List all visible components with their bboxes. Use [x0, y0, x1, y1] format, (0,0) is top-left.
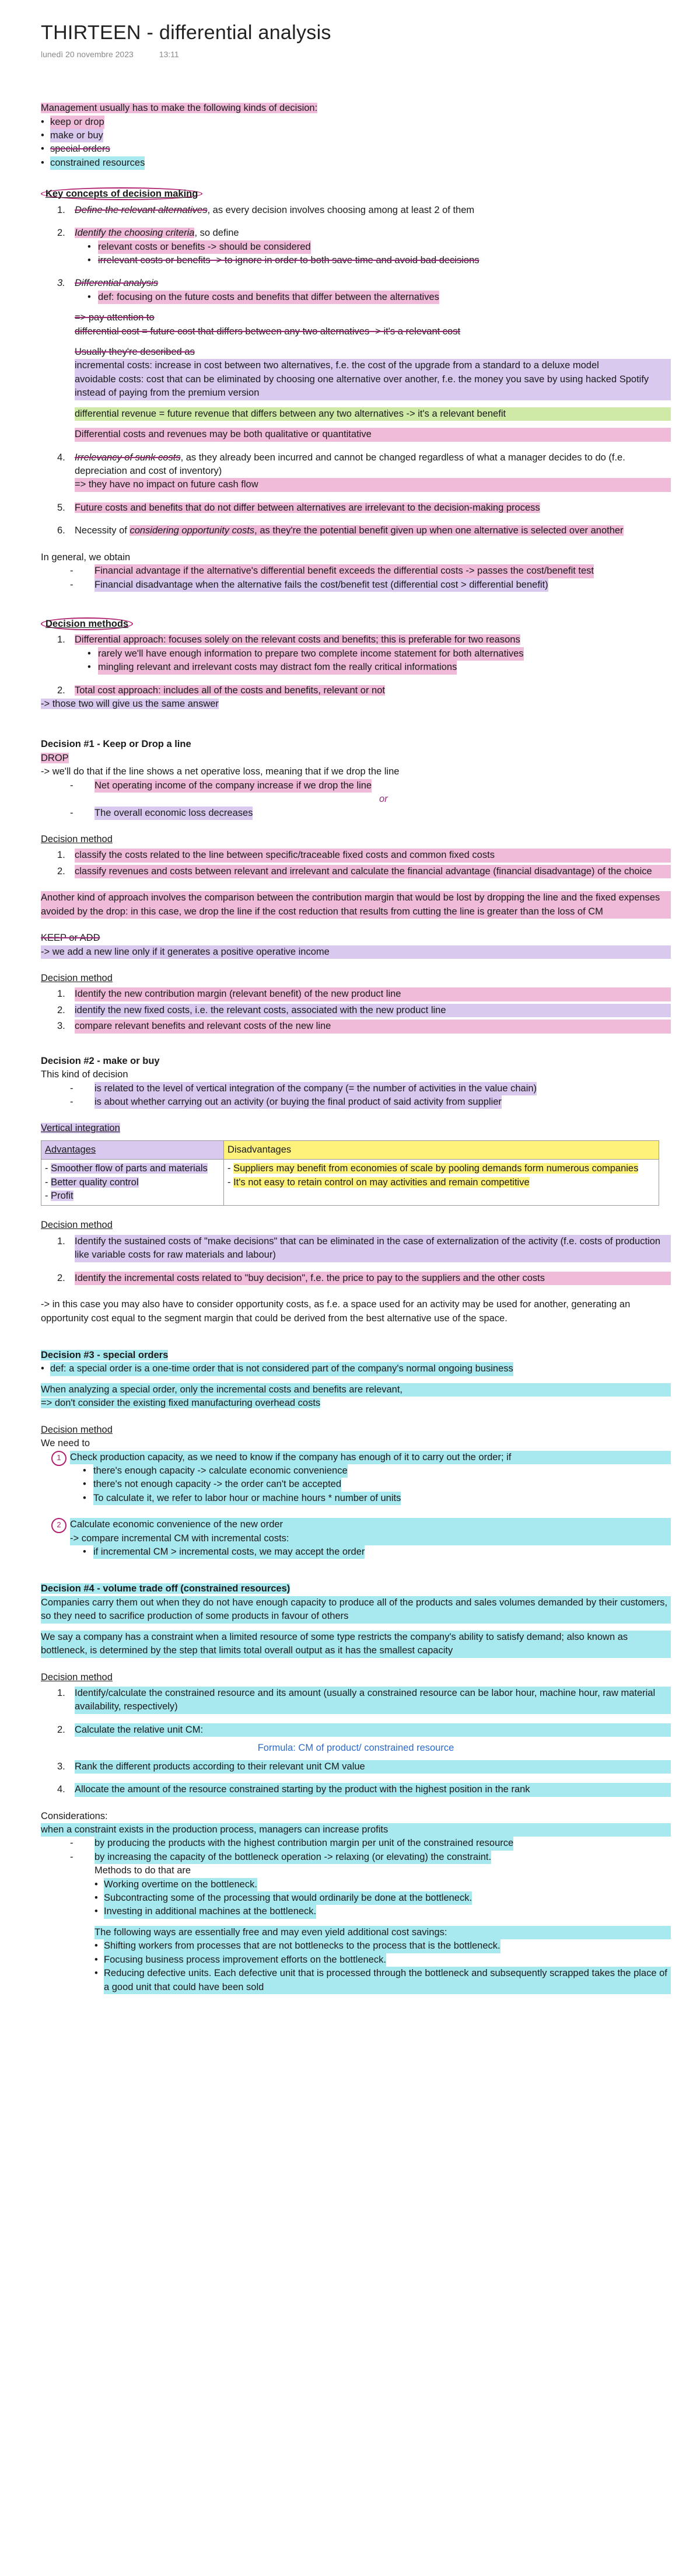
method-label: Decision method: [41, 972, 113, 983]
decision-methods-section: Decision methods 1. Differential approach: focuses solely on the relevant costs and benefits; this is preferable for two reasons • rarely we'll have enough information to prepare two complete income statement for both alternatives • mingling relevant and irrelevant costs may distract fom the really critical informations 2. Total cost approach: includes all of the costs and benefits, relevant or not -> those two will give us the same answer: [41, 617, 671, 711]
list-item: 6. Necessity of considering opportunity costs, as they're the potential benefit given up when one alternative is selected over another: [57, 525, 624, 536]
list-item: 2. Calculate the relative unit CM:: [57, 1723, 671, 1737]
list-item: 1. Identify the new contribution margin (relevant benefit) of the new product line: [57, 987, 671, 1001]
list-item: 2. classify revenues and costs between relevant and irrelevant and calculate the financial advantage (financial disadvantage) of the choice: [57, 865, 671, 878]
list-item: • special orders: [41, 144, 110, 155]
list-item: 1. Differential approach: focuses solely on the relevant costs and benefits; this is preferable for two reasons • rarely we'll have enough information to prepare two complete income statement for both alternatives • mingling relevant and irrelevant costs may distract fom the really critical informations: [57, 633, 671, 674]
intro-section: [41, 102, 671, 170]
list-item: 2. Identify the choosing criteria, so define • relevant costs or benefits -> should be considered • irrelevant costs or benefits -> to ignore in order to both save time and avoid bad decisions: [57, 228, 480, 266]
decision-2-section: Decision #2 - make or buy This kind of decision - is related to the level of vertical integration of the company (= the number of activities in the value chain) - is about whether carrying out an activity (or buying the final product of said activity from supplier Vertical integration Advantages Disadvantages - Smoother flow of parts and materials - Better quality control - Profit - Suppliers may benefit from economies of scale by pooling demands form numerous companies - It's not easy to retain control on may activities and remain competitive Decision method 1. Identify the sustained costs of "make decisions" that can be eliminated in the case of externalization of the activity (f.e. costs of production like variable costs for raw materials and labour) 2. Identify the incremental costs related to "buy decision", f.e. the price to pay to the suppliers and the other costs -> in this case you may also have to consider opportunity costs, as f.e. a space used for an activity may be used for another, generating an opportunity cost equal to the segment margin that could be derived from the best alternative use of the space.: [41, 1055, 671, 1325]
method-label: Decision method: [41, 1671, 113, 1683]
table-header: Disadvantages: [224, 1140, 659, 1159]
list-item: - is about whether carrying out an activity (or buying the final product of said activity from supplier: [70, 1095, 671, 1109]
list-item: - Financial disadvantage when the alternative fails the cost/benefit test (differential cost > differential benefit): [70, 578, 671, 592]
key-concepts-section: [41, 187, 671, 592]
list-item: - Financial advantage if the alternative's differential benefit exceeds the differential costs -> passes the cost/benefit test: [70, 564, 671, 578]
section-heading: Decision #1 - Keep or Drop a line: [41, 739, 191, 750]
list-item: • make or buy: [41, 129, 671, 142]
list-item: 2. Identify the incremental costs related to "buy decision", f.e. the price to pay to the suppliers and the other costs: [57, 1272, 671, 1285]
table-header: Advantages: [41, 1140, 224, 1159]
list-item: 1. Identify/calculate the constrained resource and its amount (usually a constrained resource can be labor hour, machine hour, raw material availability, respectively): [57, 1687, 671, 1714]
list-item: 5. Future costs and benefits that do not differ between alternatives are irrelevant to the decision-making process: [57, 502, 540, 513]
list-item: 1. Define the relevant alternatives, as every decision involves choosing among at least 2 of them: [57, 204, 475, 215]
list-item: - The overall economic loss decreases: [70, 807, 671, 820]
list-item: 2 Calculate economic convenience of the new order -> compare incremental CM with incremental costs: • if incremental CM > incremental costs, we may accept the order: [51, 1518, 671, 1559]
section-heading: Decision #2 - make or buy: [41, 1055, 160, 1066]
section-heading: Key concepts of decision making: [41, 187, 671, 201]
page-title: THIRTEEN - differential analysis: [41, 22, 331, 44]
list-item: 3. Differential analysis • def: focusing on the future costs and benefits that differ between the alternatives => pay attention to differential cost = future cost that differs between any two alternatives -> it's a relevant cost Usually they're described as incremental costs: increase in cost between two alternatives, f.e. the cost of the upgrade from a standard to a deluxe model avoidable costs: cost that can be eliminated by choosing one alternative over another, f.e. the money you save by using hacked Spotify instead of paying from the premium version differential revenue = future revenue that differs between any two alternatives -> it's a relevant benefit Differential costs and revenues may be both qualitative or quantitative: [57, 277, 671, 441]
list-item: 1. classify the costs related to the line between specific/traceable fixed costs and common fixed costs: [57, 849, 671, 862]
list-item: 4. Irrelevancy of sunk costs, as they already been incurred and cannot be changed regardless of what a manager decides to do (f.e. depreciation and cost of inventory) => they have no impact on future cash flow: [57, 451, 671, 492]
formula-text: Formula: CM of product/ constrained resource: [257, 1743, 454, 1754]
circled-number-icon: 1: [51, 1451, 66, 1466]
list-item: • keep or drop: [41, 116, 671, 129]
list-item: 3. Rank the different products according to their relevant unit CM value: [57, 1760, 671, 1774]
decision-4-section: Decision #4 - volume trade off (constrained resources) Companies carry them out when they do not have enough capacity to produce all of the products and sales volumes demanded by their customers, so they need to sacrifice production of some products in favour of others We say a company has a constraint when a limited resource of some type restricts the company's ability to satisfy demand; also known as bottleneck, is determined by the step that limits total overall output as it has the smallest capacity Decision method 1. Identify/calculate the constrained resource and its amount (usually a constrained resource can be labor hour, machine hour, raw material availability, respectively) 2. Calculate the relative unit CM: Formula: CM of product/ constrained resource 3. Rank the different products according to their relevant unit CM value 4. Allocate the amount of the resource constrained starting by the product with the highest position in the rank Considerations: when a constraint exists in the production process, managers can increase profits - by producing the products with the highest contribution margin per unit of the constrained resource - by increasing the capacity of the bottleneck operation -> relaxing (or elevating) the constraint. Methods to do that are • Working overtime on the bottleneck. • Subcontracting some of the processing that would ordinarily be done at the bottleneck. • Investing in additional machines at the bottleneck. The following ways are essentially free and may even yield additional cost savings: • Shifting workers from processes that are not bottlenecks to the process that is the bottleneck. • Focusing business process improvement efforts on the bottleneck. • Reducing defective units. Each defective unit that is processed through the bottleneck and subsequently scrapped takes the place of a good unit that could have been sold: [41, 1582, 671, 1994]
method-label: Decision method: [41, 834, 113, 845]
decision-1-section: Decision #1 - Keep or Drop a line DROP -> we'll do that if the line shows a net operative loss, meaning that if we drop the line - Net operating income of the company increase if we drop the line or - The overall economic loss decreases Decision method 1. classify the costs related to the line between specific/traceable fixed costs and common fixed costs 2. classify revenues and costs between relevant and irrelevant and calculate the financial advantage (financial disadvantage) of the choice Another kind of approach involves the comparison between the contribution margin that would be lost by dropping the line and the fixed expenses avoided by the drop: in this case, we drop the line if the cost reduction that results from cutting the line is greater than the loss of CM KEEP or ADD -> we add a new line only if it generates a positive operative income Decision method 1. Identify the new contribution margin (relevant benefit) of the new product line 2. identify the new fixed costs, i.e. the relevant costs, associated with the new product line 3. compare relevant benefits and relevant costs of the new line: [41, 738, 671, 1033]
section-heading: Decision #4 - volume trade off (constrained resources): [41, 1583, 290, 1594]
list-item: - Net operating income of the company increase if we drop the line: [70, 779, 671, 793]
decision-3-section: Decision #3 - special orders • def: a special order is a one-time order that is not considered part of the company's normal ongoing business When analyzing a special order, only the incremental costs and benefits are relevant, => don't consider the existing fixed manufacturing overhead costs Decision method We need to 1 Check production capacity, as we need to know if the company has enough of it to carry out the order; if • there's enough capacity -> calculate economic convenience • there's not enough capacity -> the order can't be accepted • To calculate it, we refer to labor hour or machine hours * number of units 2 Calculate economic convenience of the new order -> compare incremental CM with incremental costs: • if incremental CM > incremental costs, we may accept the order: [41, 1349, 671, 1559]
table-row: - Smoother flow of parts and materials - Better quality control - Profit - Suppliers may benefit from economies of scale by pooling demands form numerous companies - It's not easy to retain control on may activities and remain competitive: [41, 1160, 659, 1206]
list-item: - is related to the level of vertical integration of the company (= the number of activities in the value chain): [70, 1082, 671, 1095]
note-time: 13:11: [159, 50, 179, 60]
list-item: - by producing the products with the highest contribution margin per unit of the constrained resource: [70, 1837, 671, 1850]
list-item: - by increasing the capacity of the bottleneck operation -> relaxing (or elevating) the constraint.: [70, 1851, 671, 1864]
method-label: Decision method: [41, 1424, 113, 1435]
section-heading: Decision methods: [41, 617, 671, 631]
list-item: 1. Identify the sustained costs of "make decisions" that can be eliminated in the case of externalization of the activity (f.e. costs of production like variable costs for raw materials and labour): [57, 1235, 671, 1262]
note-meta: [41, 49, 671, 61]
list-item: 2. Total cost approach: includes all of the costs and benefits, relevant or not: [57, 685, 385, 696]
vertical-integration-table: [41, 1140, 659, 1206]
general-line: In general, we obtain: [41, 551, 131, 563]
intro-line: Management usually has to make the following kinds of decision:: [41, 103, 318, 114]
list-item: • constrained resources: [41, 156, 671, 170]
method-label: Decision method: [41, 1220, 113, 1231]
list-item: 2. identify the new fixed costs, i.e. the relevant costs, associated with the new product line: [57, 1004, 671, 1017]
list-item: 1 Check production capacity, as we need to know if the company has enough of it to carry out the order; if • there's enough capacity -> calculate economic convenience • there's not enough capacity -> the order can't be accepted • To calculate it, we refer to labor hour or machine hours * number of units: [51, 1451, 671, 1506]
circled-number-icon: 2: [51, 1518, 66, 1533]
section-heading: Decision #3 - special orders: [41, 1349, 169, 1360]
list-item: 4. Allocate the amount of the resource constrained starting by the product with the highest position in the rank: [57, 1783, 671, 1796]
list-item: 3. compare relevant benefits and relevant costs of the new line: [57, 1020, 671, 1033]
note-date: lunedì 20 novembre 2023: [41, 50, 134, 60]
